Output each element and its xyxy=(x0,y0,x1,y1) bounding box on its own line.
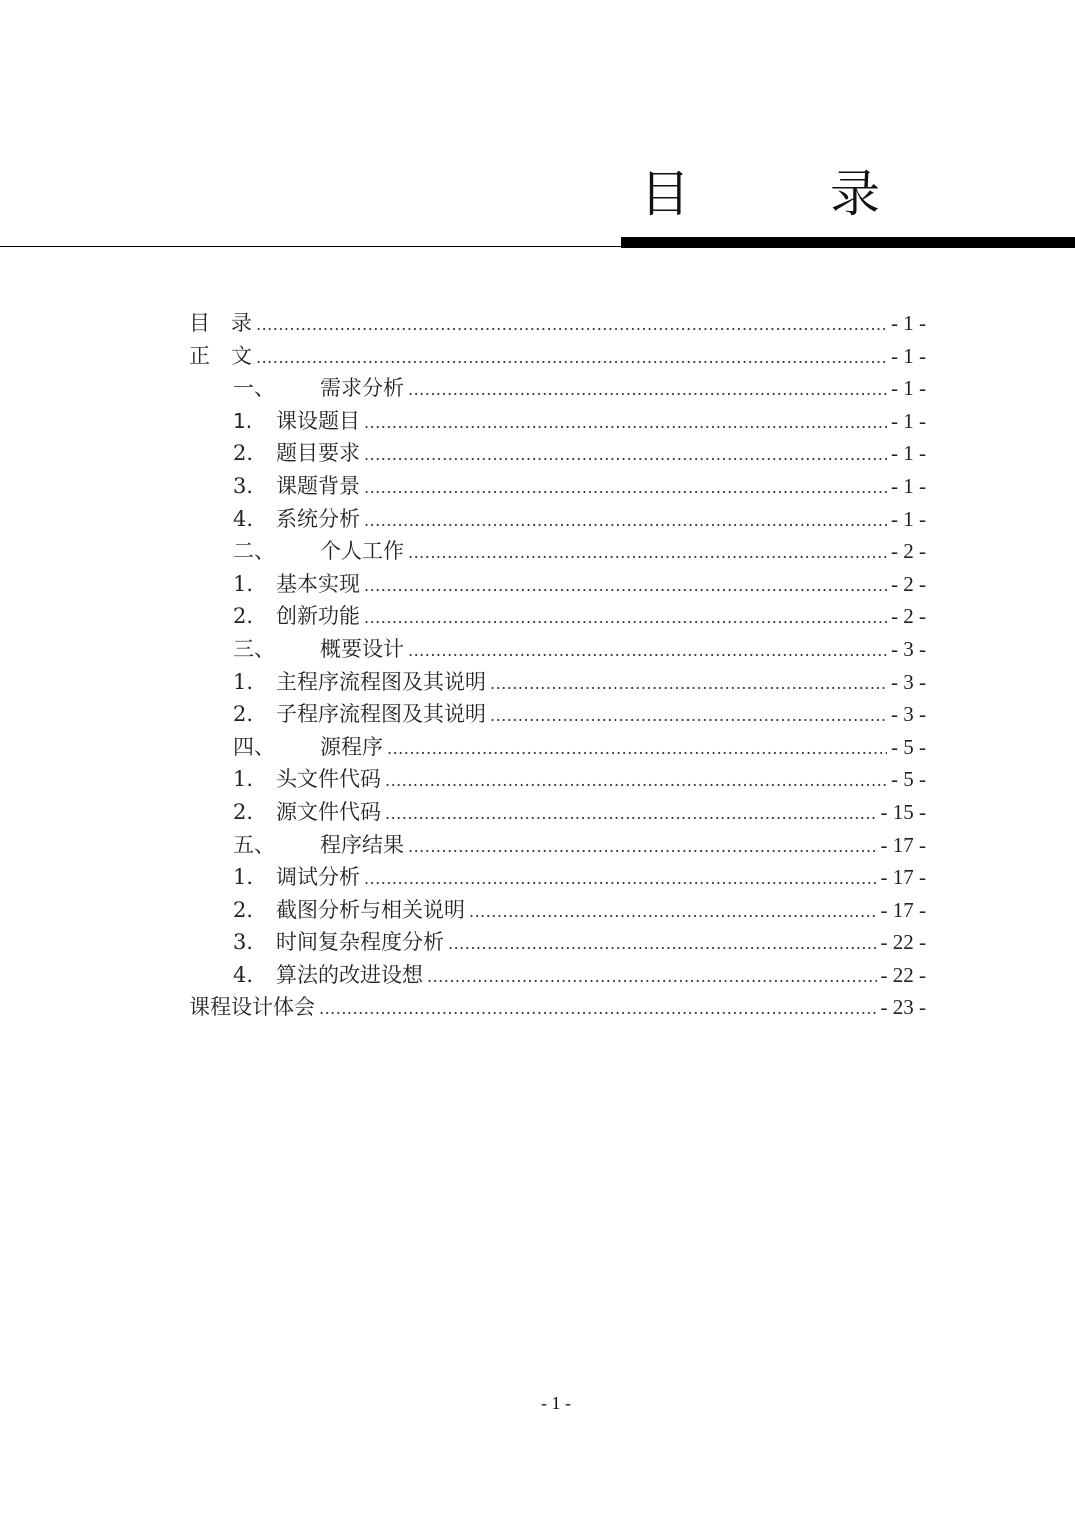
toc-entry-page: - 2 - xyxy=(891,571,926,596)
toc-entry-page: - 1 - xyxy=(891,441,926,466)
toc-entry-page: - 1 - xyxy=(891,376,926,401)
toc-leader-dots xyxy=(256,342,887,374)
toc-entry-number: 1. xyxy=(233,571,254,596)
toc-entry-page: - 1 - xyxy=(891,506,926,531)
toc-leader-dots xyxy=(364,863,877,895)
toc-entry-subsection[interactable] xyxy=(189,861,926,894)
toc-leader-dots xyxy=(469,896,877,928)
toc-entry-label: 主程序流程图及其说明 xyxy=(276,669,486,694)
toc-entry-page: - 5 - xyxy=(891,767,926,792)
toc-entry-section-4[interactable] xyxy=(189,731,926,764)
toc-leader-dots xyxy=(427,961,877,993)
toc-leader-dots xyxy=(364,602,887,634)
title-rule-thick xyxy=(621,237,1075,248)
toc-entry-contents[interactable] xyxy=(189,307,926,340)
toc-entry-label: 程序结果 xyxy=(320,832,404,857)
toc-entry-label: 系统分析 xyxy=(276,506,360,531)
toc-leader-dots xyxy=(448,928,877,960)
toc-leader-dots xyxy=(408,537,887,569)
toc-entry-number: 3. xyxy=(233,930,254,955)
toc-entry-section-3[interactable] xyxy=(189,633,926,666)
toc-entry-label: 头文件代码 xyxy=(276,767,381,792)
toc-entry-reflections[interactable] xyxy=(189,991,926,1024)
toc-entry-number: 4. xyxy=(233,506,254,531)
toc-leader-dots xyxy=(387,733,887,765)
toc-entry-page: - 17 - xyxy=(880,865,926,890)
toc-entry-main-text[interactable] xyxy=(189,340,926,373)
toc-entry-label: 时间复杂程度分析 xyxy=(276,930,444,955)
page-title: 目 录 xyxy=(640,165,925,223)
toc-entry-label: 调试分析 xyxy=(276,865,360,890)
toc-entry-page: - 3 - xyxy=(891,702,926,727)
toc-entry-page: - 1 - xyxy=(891,311,926,335)
toc-entry-page: - 17 - xyxy=(880,832,926,857)
toc-entry-subsection[interactable] xyxy=(189,959,926,992)
toc-entry-subsection[interactable] xyxy=(189,926,926,959)
toc-entry-subsection[interactable] xyxy=(189,666,926,699)
toc-leader-dots xyxy=(490,668,887,700)
toc-entry-label: 子程序流程图及其说明 xyxy=(276,702,486,727)
toc-entry-number: 一、 xyxy=(233,376,275,401)
toc-entry-section-1[interactable] xyxy=(189,372,926,405)
toc-entry-label: 创新功能 xyxy=(276,604,360,629)
toc-entry-subsection[interactable] xyxy=(189,503,926,536)
toc-entry-label: 课设题目 xyxy=(276,408,360,433)
toc-entry-section-2[interactable] xyxy=(189,535,926,568)
toc-entry-number: 1. xyxy=(233,669,254,694)
toc-entry-number: 2. xyxy=(233,897,254,922)
toc-entry-page: - 22 - xyxy=(880,962,926,987)
toc-leader-dots xyxy=(364,570,887,602)
toc-entry-page: - 22 - xyxy=(880,930,926,955)
toc-entry-page: - 5 - xyxy=(891,734,926,759)
footer-page-number: - 1 - xyxy=(541,1393,571,1413)
toc-entry-label: 正 文 xyxy=(189,343,252,368)
toc-entry-label: 目 录 xyxy=(189,311,252,335)
toc-leader-dots xyxy=(256,309,887,341)
toc-entry-number: 1. xyxy=(233,865,254,890)
toc-entry-label: 题目要求 xyxy=(276,441,360,466)
toc-entry-number: 三、 xyxy=(233,636,275,661)
toc-entry-number: 3. xyxy=(233,473,254,498)
toc-entry-page: - 15 - xyxy=(880,799,926,824)
toc-entry-number: 二、 xyxy=(233,539,275,564)
toc-entry-page: - 2 - xyxy=(891,604,926,629)
title-rule-thin xyxy=(0,246,622,247)
toc-entry-page: - 3 - xyxy=(891,636,926,661)
toc-entry-number: 2. xyxy=(233,604,254,629)
toc-entry-label: 算法的改进设想 xyxy=(276,962,423,987)
toc-entry-label: 需求分析 xyxy=(320,376,404,401)
toc-entry-number: 五、 xyxy=(233,832,275,857)
table-of-contents xyxy=(189,307,926,1024)
toc-leader-dots xyxy=(364,407,887,439)
toc-leader-dots xyxy=(408,374,887,406)
toc-entry-label: 课题背景 xyxy=(276,473,360,498)
toc-leader-dots xyxy=(385,765,887,797)
toc-entry-label: 源文件代码 xyxy=(276,799,381,824)
toc-entry-page: - 1 - xyxy=(891,343,926,368)
toc-entry-label: 课程设计体会 xyxy=(189,995,315,1020)
toc-leader-dots xyxy=(408,635,887,667)
toc-entry-section-5[interactable] xyxy=(189,829,926,862)
toc-entry-label: 基本实现 xyxy=(276,571,360,596)
toc-entry-number: 2. xyxy=(233,799,254,824)
toc-entry-number: 4. xyxy=(233,962,254,987)
toc-leader-dots xyxy=(408,831,877,863)
toc-leader-dots xyxy=(364,439,887,471)
toc-entry-page: - 1 - xyxy=(891,473,926,498)
toc-entry-number: 1. xyxy=(233,767,254,792)
toc-entry-subsection[interactable] xyxy=(189,470,926,503)
toc-entry-page: - 1 - xyxy=(891,408,926,433)
toc-entry-label: 个人工作 xyxy=(320,539,404,564)
toc-entry-page: - 23 - xyxy=(880,995,926,1020)
toc-leader-dots xyxy=(364,472,887,504)
toc-leader-dots xyxy=(385,798,877,830)
toc-entry-subsection[interactable] xyxy=(189,894,926,927)
toc-entry-label: 截图分析与相关说明 xyxy=(276,897,465,922)
toc-leader-dots xyxy=(490,700,887,732)
toc-entry-number: 1. xyxy=(233,408,253,433)
toc-entry-subsection[interactable] xyxy=(189,568,926,601)
toc-entry-number: 四、 xyxy=(233,734,275,759)
toc-entry-subsection[interactable] xyxy=(189,698,926,731)
toc-entry-subsection[interactable] xyxy=(189,405,926,438)
toc-entry-page: - 17 - xyxy=(880,897,926,922)
toc-entry-page: - 3 - xyxy=(891,669,926,694)
toc-entry-number: 2. xyxy=(233,702,254,727)
toc-entry-number: 2. xyxy=(233,441,254,466)
toc-leader-dots xyxy=(319,993,877,1025)
toc-entry-subsection[interactable] xyxy=(189,763,926,796)
toc-entry-subsection[interactable] xyxy=(189,600,926,633)
toc-entry-subsection[interactable] xyxy=(189,437,926,470)
toc-entry-page: - 2 - xyxy=(891,539,926,564)
toc-leader-dots xyxy=(364,505,887,537)
toc-entry-subsection[interactable] xyxy=(189,796,926,829)
toc-entry-label: 概要设计 xyxy=(320,636,404,661)
toc-entry-label: 源程序 xyxy=(320,734,383,759)
